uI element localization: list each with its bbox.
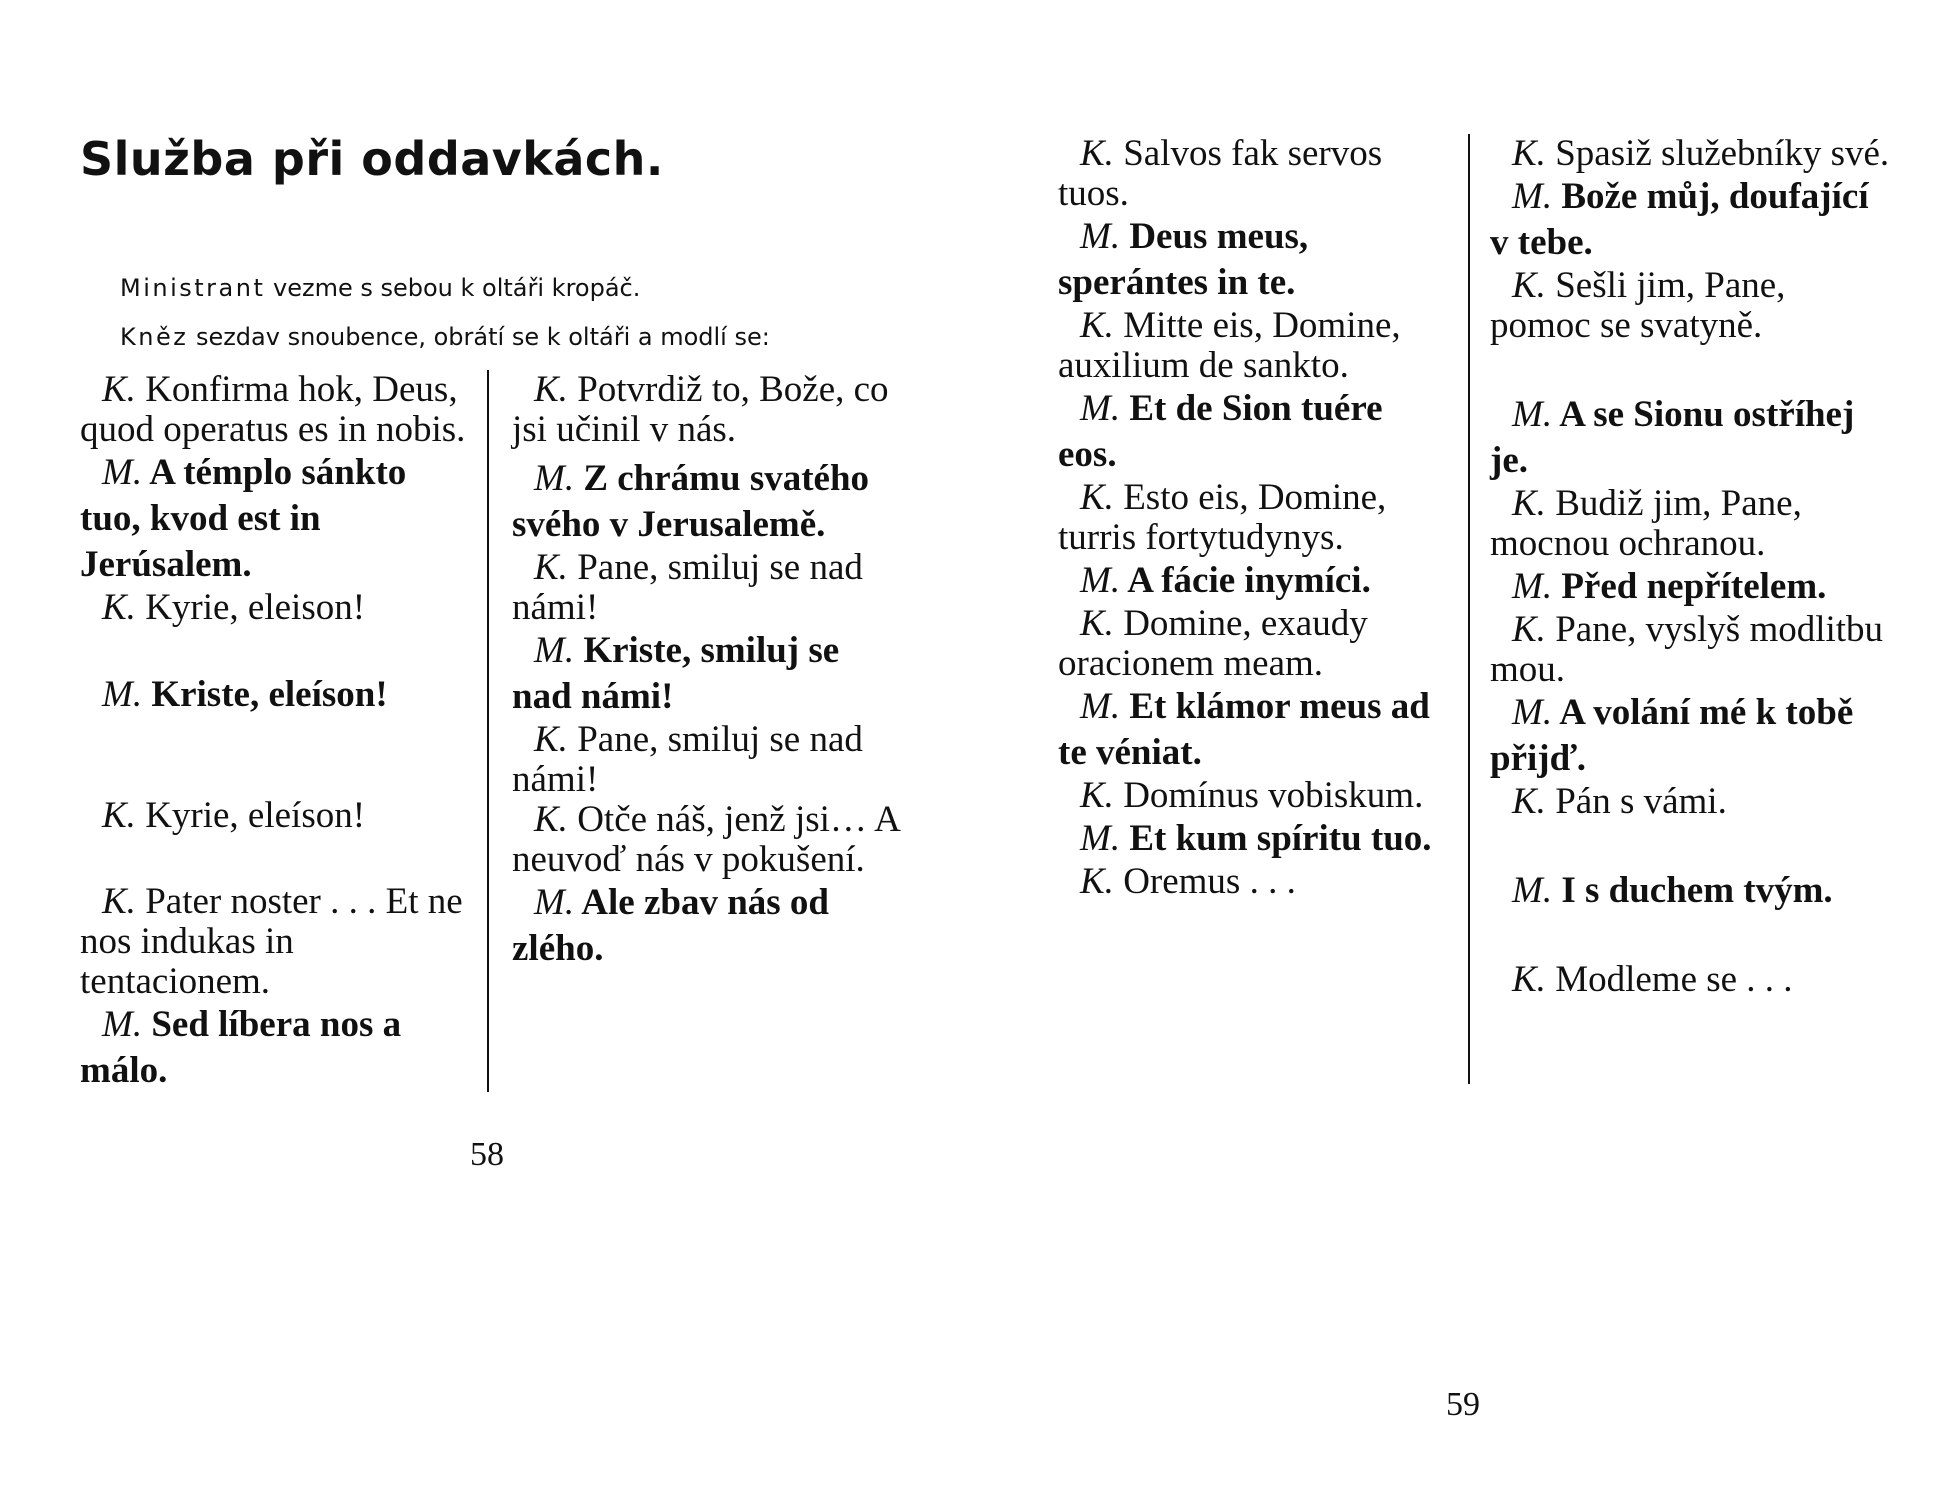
speaker-mark: K. — [1080, 603, 1114, 644]
verse-text: Et de Sion tuére eos. — [1058, 388, 1383, 475]
speaker-mark: K. — [534, 369, 568, 410]
p59-latin-block — [1058, 558, 1448, 604]
speaker-mark: M. — [1080, 388, 1121, 429]
verse-text: Sešli jim, Pane, pomoc se svatyně. — [1490, 265, 1786, 346]
page-number-left: 58 — [470, 1136, 504, 1173]
verse-text: Sed líbera nos a málo. — [80, 1004, 402, 1091]
speaker-mark: M. — [1080, 560, 1121, 601]
verse-text: Domínus vobiskum. — [1113, 775, 1424, 816]
verse-text: Otče náš, jenž jsi… A neuvoď nás v pokušení. — [512, 799, 899, 880]
speaker-mark: M. — [1080, 686, 1121, 727]
verse-text: Budiž jim, Pane, mocnou ochranou. — [1490, 483, 1802, 564]
p59-latin-block — [1058, 816, 1448, 862]
verse-text: A témplo sánkto tuo, kvod est in Jerúsalem. — [80, 452, 407, 585]
verse-text: Pane, smiluj se nad námi! — [512, 547, 863, 628]
verse-text: Spasiž služebníky své. — [1545, 133, 1890, 174]
verse-text: Domine, exaudy oracionem meam. — [1058, 603, 1368, 684]
p59-czech-block — [1490, 134, 1890, 174]
verse-text: Konfirma hok, Deus, quod operatus es in nobis. — [80, 369, 466, 450]
p59-czech-block — [1490, 690, 1890, 782]
speaker-mark: M. — [534, 630, 575, 671]
verse-text: Mitte eis, Domine, auxilium de sankto. — [1058, 305, 1401, 386]
speaker-mark: K. — [1512, 609, 1546, 650]
speaker-mark: M. — [1080, 216, 1121, 257]
speaker-mark: K. — [1512, 483, 1546, 524]
column-divider — [1468, 134, 1470, 1084]
rubric-knez-text: sezdav snoubence, obrátí se k oltáři a modlí se: — [188, 323, 770, 351]
p58-latin-block — [80, 450, 468, 588]
p58-czech-column — [512, 370, 904, 972]
p59-czech-block — [1490, 960, 1890, 1000]
verse-text: Před nepřítelem. — [1552, 566, 1827, 607]
speaker-mark: K. — [1080, 775, 1114, 816]
p59-czech-block — [1490, 392, 1890, 484]
p58-latin-block — [80, 672, 468, 718]
speaker-mark: K. — [1080, 861, 1114, 902]
speaker-mark: M. — [1080, 818, 1121, 859]
speaker-mark: K. — [534, 719, 568, 760]
speaker-mark: K. — [1080, 477, 1114, 518]
speaker-mark: K. — [1512, 781, 1546, 822]
p58-czech-block — [512, 370, 904, 450]
p58-latin-block — [80, 370, 468, 450]
p59-latin-column — [1058, 134, 1448, 902]
p58-czech-block — [512, 720, 904, 800]
verse-text: A se Sionu ostříhej je. — [1490, 394, 1855, 481]
p59-latin-block — [1058, 214, 1448, 306]
verse-text: Potvrdiž to, Bože, co jsi učinil v nás. — [512, 369, 889, 450]
p59-czech-block — [1490, 484, 1890, 564]
verse-text: Deus meus, sperántes in te. — [1058, 216, 1309, 303]
speaker-mark: M. — [102, 1004, 143, 1045]
speaker-mark: M. — [1512, 870, 1553, 911]
verse-text: Bože můj, doufající v tebe. — [1490, 176, 1869, 263]
verse-text: Pater noster . . . Et ne nos indukas in tentacionem. — [80, 881, 463, 1002]
verse-text: Oremus . . . — [1113, 861, 1296, 902]
verse-text: A volání mé k tobě přijď. — [1490, 692, 1854, 779]
verse-text: Et klámor meus ad te véniat. — [1058, 686, 1430, 773]
speaker-mark: M. — [102, 674, 143, 715]
speaker-mark: M. — [1512, 394, 1553, 435]
p59-latin-block — [1058, 134, 1448, 214]
p59-latin-block — [1058, 306, 1448, 386]
rubric-ministrant — [120, 274, 640, 302]
p59-latin-block — [1058, 604, 1448, 684]
rubric-ministrant-word: Ministrant — [120, 274, 266, 302]
p58-latin-block — [80, 882, 468, 1002]
speaker-mark: M. — [1512, 692, 1553, 733]
rubric-knez-word: Kněz — [120, 323, 189, 351]
p59-latin-block — [1058, 776, 1448, 816]
verse-text: Salvos fak servos tuos. — [1058, 133, 1383, 214]
verse-text: Ale zbav nás od zlého. — [512, 882, 830, 969]
speaker-mark: K. — [102, 587, 136, 628]
speaker-mark: K. — [534, 799, 568, 840]
speaker-mark: K. — [1080, 305, 1114, 346]
verse-text: Kyrie, eleíson! — [135, 795, 366, 836]
verse-text: Esto eis, Domine, turris fortytudynys. — [1058, 477, 1387, 558]
speaker-mark: M. — [534, 458, 575, 499]
p58-latin-block — [80, 1002, 468, 1094]
verse-text: Z chrámu svatého svého v Jerusalemě. — [512, 458, 870, 545]
p59-czech-block — [1490, 782, 1890, 822]
verse-text: Et kum spíritu tuo. — [1120, 818, 1432, 859]
speaker-mark: K. — [1512, 959, 1546, 1000]
p59-latin-block — [1058, 386, 1448, 478]
verse-text: Pane, vyslyš modlitbu mou. — [1490, 609, 1884, 690]
p59-czech-block — [1490, 266, 1890, 346]
p59-latin-block — [1058, 684, 1448, 776]
page-title: Služba při oddavkách. — [80, 132, 664, 186]
verse-text: Pán s vámi. — [1545, 781, 1727, 822]
verse-text: Kriste, eleíson! — [142, 674, 388, 715]
p59-latin-block — [1058, 478, 1448, 558]
page-number-right: 59 — [1446, 1386, 1480, 1423]
p59-czech-column — [1490, 134, 1890, 1000]
p59-latin-block — [1058, 862, 1448, 902]
verse-text: Kriste, smiluj se nad námi! — [512, 630, 840, 717]
p58-latin-block — [80, 588, 468, 628]
p58-czech-block — [512, 456, 904, 548]
verse-text: Kyrie, eleison! — [135, 587, 366, 628]
speaker-mark: K. — [102, 795, 136, 836]
p58-czech-block — [512, 628, 904, 720]
speaker-mark: K. — [1080, 133, 1114, 174]
p58-latin-block — [80, 796, 468, 836]
verse-text: Modleme se . . . — [1545, 959, 1793, 1000]
speaker-mark: K. — [102, 369, 136, 410]
speaker-mark: K. — [102, 881, 136, 922]
speaker-mark: M. — [1512, 566, 1553, 607]
speaker-mark: M. — [534, 882, 575, 923]
column-divider — [487, 370, 489, 1092]
p59-czech-block — [1490, 564, 1890, 610]
speaker-mark: K. — [1512, 265, 1546, 306]
rubric-ministrant-text: vezme s sebou k oltáři kropáč. — [265, 274, 641, 302]
p59-czech-block — [1490, 868, 1890, 914]
verse-text: Pane, smiluj se nad námi! — [512, 719, 863, 800]
speaker-mark: M. — [1512, 176, 1553, 217]
p59-czech-block — [1490, 174, 1890, 266]
p58-czech-block — [512, 880, 904, 972]
speaker-mark: K. — [1512, 133, 1546, 174]
p59-czech-block — [1490, 610, 1890, 690]
p58-czech-block — [512, 548, 904, 628]
speaker-mark: K. — [534, 547, 568, 588]
verse-text: A fácie inymíci. — [1120, 560, 1371, 601]
speaker-mark: M. — [102, 452, 143, 493]
rubric-knez — [120, 323, 770, 351]
p58-czech-block — [512, 800, 904, 880]
p58-latin-column — [80, 370, 468, 1094]
verse-text: I s duchem tvým. — [1552, 870, 1833, 911]
